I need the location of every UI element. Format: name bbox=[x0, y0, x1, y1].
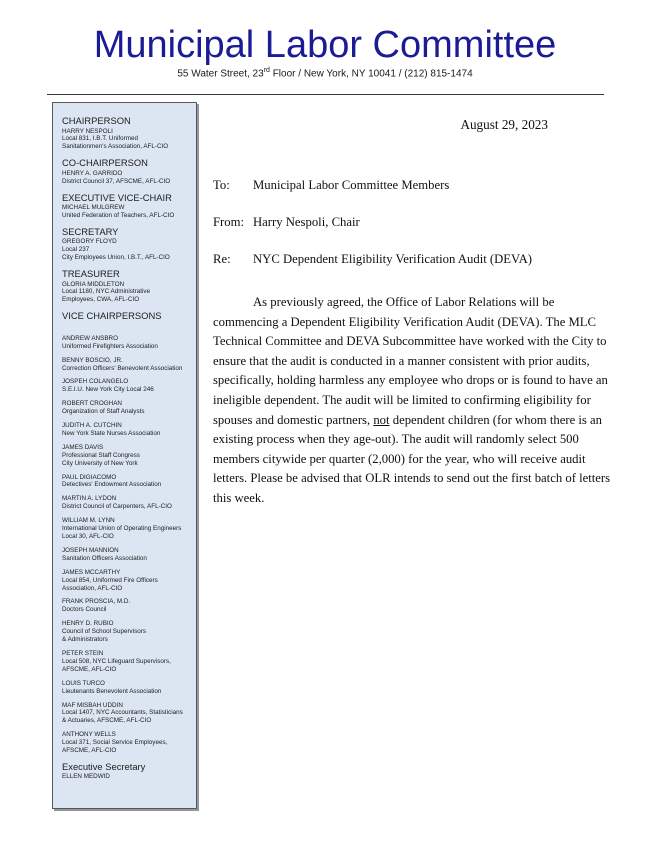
officer-name: HENRY A. GARRIDO bbox=[62, 169, 123, 177]
from-label: From: bbox=[213, 215, 245, 229]
officer-role-heading: VICE CHAIRPERSONS bbox=[62, 310, 162, 322]
address-ordinal: rd bbox=[263, 67, 270, 74]
officer-entry bbox=[62, 474, 193, 490]
officer-entry bbox=[62, 444, 193, 468]
officer-entry bbox=[62, 226, 193, 262]
field-row-to bbox=[213, 176, 613, 196]
officer-org-line: Doctors Council bbox=[62, 606, 107, 614]
address-rest: Floor / New York, NY 10041 / (212) 815-1474 bbox=[269, 68, 473, 80]
officer-org-line: United Federation of Teachers, AFL-CIO bbox=[62, 211, 175, 219]
officer-entry bbox=[62, 517, 193, 541]
officer-org-line: New York State Nurses Association bbox=[62, 429, 161, 437]
re-label: Re: bbox=[213, 252, 231, 266]
address-line bbox=[0, 67, 650, 79]
from-value: Harry Nespoli, Chair bbox=[253, 215, 360, 229]
officer-org-line: & Actuaries, AFSCME, AFL-CIO bbox=[62, 717, 152, 725]
officer-entry bbox=[62, 650, 193, 674]
officer-name: MAF MISBAH UDDIN bbox=[62, 701, 123, 709]
officer-org-line: Local 237 bbox=[62, 246, 90, 254]
officer-name: JAMES DAVIS bbox=[62, 443, 104, 451]
officer-entry bbox=[62, 495, 193, 511]
officer-org-line: Local 1180, NYC Administrative bbox=[62, 288, 151, 296]
officer-name: MARTIN A. LYDON bbox=[62, 495, 117, 503]
to-label: To: bbox=[213, 178, 230, 192]
memo-fields bbox=[213, 176, 613, 287]
officer-entry bbox=[62, 422, 193, 438]
re-value: NYC Dependent Eligibility Verification Audit (DEVA) bbox=[253, 252, 532, 266]
officer-name: JAMES MCCARTHY bbox=[62, 568, 121, 576]
officer-org-line: Detectives' Endowment Association bbox=[62, 481, 162, 489]
officer-org-line: Employees, CWA, AFL-CIO bbox=[62, 296, 140, 304]
field-row-re bbox=[213, 250, 613, 270]
officer-role-heading: Executive Secretary bbox=[62, 760, 146, 772]
officer-org-line: AFSCME, AFL-CIO bbox=[62, 665, 117, 673]
officer-entry bbox=[62, 157, 193, 185]
officer-name: JUDITH A. CUTCHIN bbox=[62, 422, 122, 430]
officer-name: HENRY D. RUBIO bbox=[62, 620, 114, 628]
officer-role-heading: CHAIRPERSON bbox=[62, 115, 131, 126]
underlined-not: not bbox=[373, 412, 390, 427]
officer-entry bbox=[62, 268, 193, 304]
officer-org-line: City University of New York bbox=[62, 459, 138, 467]
officer-role-heading: EXECUTIVE VICE-CHAIR bbox=[62, 191, 172, 203]
officer-role-heading: CO-CHAIRPERSON bbox=[62, 157, 148, 169]
officer-role-heading: SECRETARY bbox=[62, 225, 119, 237]
officer-org-line: Council of School Supervisors bbox=[62, 628, 146, 636]
officer-entry bbox=[62, 547, 193, 563]
officer-entry bbox=[62, 702, 193, 726]
officer-name: GLORIA MIDDLETON bbox=[62, 280, 125, 288]
officer-name: ELLEN MEDWID bbox=[62, 773, 110, 781]
officer-entry bbox=[62, 620, 193, 644]
org-title: Municipal Labor Committee bbox=[93, 24, 557, 66]
officer-name: ANTHONY WELLS bbox=[62, 731, 116, 739]
header-rule bbox=[47, 94, 604, 95]
officer-name: PETER STEIN bbox=[62, 649, 104, 657]
officer-name: BENNY BOSCIO, JR. bbox=[62, 356, 123, 364]
officer-org-line: District Council of Carpenters, AFL-CIO bbox=[62, 503, 172, 511]
officer-entry bbox=[62, 357, 193, 373]
officer-org-line: Local 854, Uniformed Fire Officers bbox=[62, 576, 158, 584]
officer-entry bbox=[62, 192, 193, 220]
officer-org-line: Local 30, AFL-CIO bbox=[62, 533, 114, 540]
officer-name: JOSPEH COLANGELO bbox=[62, 378, 129, 386]
officer-entry bbox=[62, 680, 193, 696]
officer-org-line: Lieutenants Benevolent Association bbox=[62, 687, 162, 695]
officer-org-line: AFSCME, AFL-CIO bbox=[62, 747, 117, 755]
officer-name: MICHAEL MULGREW bbox=[62, 204, 125, 212]
officer-name: PAUL DIGIACOMO bbox=[62, 473, 117, 481]
address-street: 55 Water Street, 23 bbox=[177, 68, 264, 80]
officer-org-line: Professional Staff Congress bbox=[62, 451, 140, 459]
field-row-from bbox=[213, 213, 613, 233]
officer-org-line: S.E.I.U. New York City Local 246 bbox=[62, 386, 154, 394]
officer-org-line: Organization of Staff Analysts bbox=[62, 408, 145, 416]
officer-name: ANDREW ANSBRO bbox=[62, 334, 118, 342]
officer-name: FRANK PROSCIA, M.D. bbox=[62, 598, 131, 606]
officer-org-line: District Council 37, AFSCME, AFL-CIO bbox=[62, 177, 171, 185]
officer-org-line: Sanitation Officers Association bbox=[62, 554, 147, 562]
officer-org-line: Local 508, NYC Lifeguard Supervisors, bbox=[62, 657, 171, 665]
date-line: August 29, 2023 bbox=[460, 117, 548, 132]
officer-name: GREGORY FLOYD bbox=[62, 238, 117, 246]
officer-entry bbox=[62, 569, 193, 593]
letterhead bbox=[0, 0, 650, 79]
body-text-2: dependent children (for whom there is an existing process when they age-out). The audit will randomly select 500 members citywide per quarter (2,000) for the year, who will receive audit letters. Please be advised that OLR intends to send out the first batch of letters this week. bbox=[213, 412, 611, 505]
to-value: Municipal Labor Committee Members bbox=[253, 178, 450, 192]
officer-name: LOUIS TURCO bbox=[62, 679, 105, 687]
officer-entry bbox=[62, 115, 193, 151]
officer-role-heading: TREASURER bbox=[62, 268, 120, 280]
officer-org-line: Local 831, I.B.T. Uniformed bbox=[62, 135, 138, 143]
officer-entry bbox=[62, 310, 193, 322]
officer-entry bbox=[62, 378, 193, 394]
officer-entry bbox=[62, 731, 193, 755]
officer-name: HARRY NESPOLI bbox=[62, 127, 113, 135]
officers-sidebar bbox=[52, 102, 197, 809]
officer-name: WILLIAM M. LYNN bbox=[62, 517, 115, 525]
officer-org-line: & Administrators bbox=[62, 636, 108, 644]
body-paragraph bbox=[213, 293, 613, 509]
officer-org-line: Local 1407, NYC Accountants, Statisticians bbox=[62, 709, 183, 717]
officer-org-line: City Employees Union, I.B.T., AFL-CIO bbox=[62, 254, 170, 262]
officer-name: JOSEPH MANNION bbox=[62, 546, 119, 554]
officer-org-line: Correction Officers' Benevolent Association bbox=[62, 364, 183, 372]
officer-entry bbox=[62, 335, 193, 351]
officer-org-line: Association, AFL-CIO bbox=[62, 584, 123, 592]
officer-org-line: Sanitationmen's Association, AFL-CIO bbox=[62, 143, 169, 151]
officer-org-line: Uniformed Firefighters Association bbox=[62, 342, 158, 350]
officer-name: ROBERT CROGHAN bbox=[62, 400, 122, 408]
officer-entry bbox=[62, 598, 193, 614]
officer-entry bbox=[62, 400, 193, 416]
officer-entry bbox=[62, 761, 193, 781]
officer-org-line: International Union of Operating Engineers bbox=[62, 525, 182, 533]
officer-org-line: Local 371, Social Service Employees, bbox=[62, 739, 168, 747]
body-text-1: As previously agreed, the Office of Labor Relations will be commencing a Dependent Eligibility Verification Audit (DEVA). The MLC Technical Committee and DEVA Subcommittee have worked with the City to ensure that the audit is conducted in a manner consistent with prior audits, specifically, holding harmless any employee who drops or is found to have an ineligible dependent. The audit will be limited to confirming eligibility for spouses and domestic partners, bbox=[213, 295, 608, 427]
officers-list bbox=[62, 115, 193, 781]
